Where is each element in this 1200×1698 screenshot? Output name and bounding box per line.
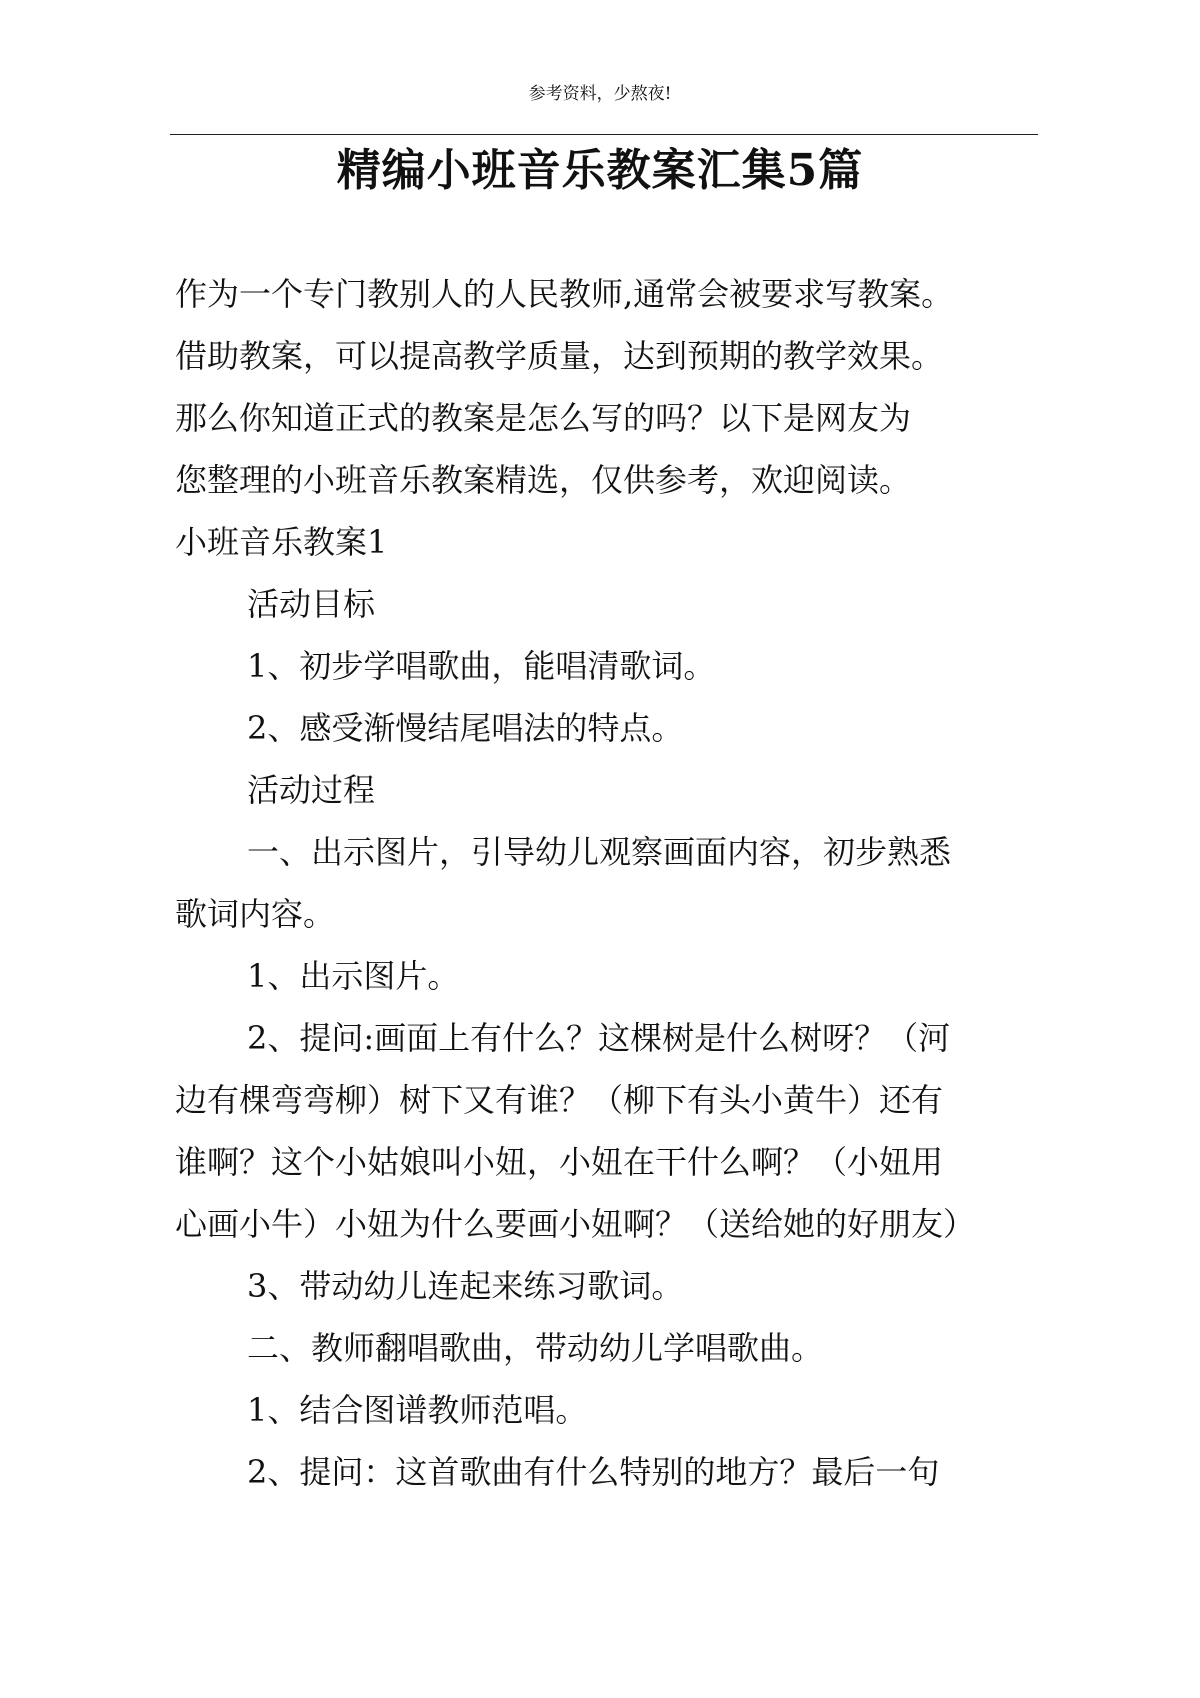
paragraph-line: 您整理的小班音乐教案精选，仅供参考，欢迎阅读。 <box>175 461 912 499</box>
paragraph-line: 小班音乐教案1 <box>175 523 388 561</box>
paragraph-line: 3、带动幼儿连起来练习歌词。 <box>247 1267 684 1305</box>
page-header-note: 参考资料，少熬夜! <box>528 84 672 104</box>
paragraph-line: 谁啊？这个小姑娘叫小妞，小妞在干什么啊？（小妞用 <box>175 1143 944 1181</box>
paragraph-line: 1、结合图谱教师范唱。 <box>247 1391 588 1429</box>
paragraph-line: 歌词内容。 <box>175 895 336 933</box>
paragraph-line: 活动目标 <box>247 585 376 623</box>
paragraph-line: 1、出示图片。 <box>247 957 460 995</box>
header-divider <box>170 134 1038 135</box>
paragraph-line: 二、教师翻唱歌曲，带动幼儿学唱歌曲。 <box>247 1329 824 1367</box>
paragraph-line: 2、提问：这首歌曲有什么特别的地方？最后一句 <box>247 1453 940 1491</box>
paragraph-line: 一、出示图片，引导幼儿观察画面内容，初步熟悉 <box>247 833 952 871</box>
document-body <box>175 263 1075 1503</box>
paragraph-line: 那么你知道正式的教案是怎么写的吗？以下是网友为 <box>175 399 912 437</box>
paragraph-line: 作为一个专门教别人的人民教师,通常会被要求写教案。 <box>175 275 954 313</box>
paragraph-line: 边有棵弯弯柳）树下又有谁？（柳下有头小黄牛）还有 <box>175 1081 944 1119</box>
paragraph-line: 1、初步学唱歌曲，能唱清歌词。 <box>247 647 716 685</box>
paragraph-line: 活动过程 <box>247 771 376 809</box>
paragraph-line: 2、提问:画面上有什么？这棵树是什么树呀？（河 <box>247 1019 951 1057</box>
paragraph-line: 借助教案，可以提高教学质量，达到预期的教学效果。 <box>175 337 944 375</box>
document-title: 精编小班音乐教案汇集5篇 <box>336 145 864 196</box>
paragraph-line: 心画小牛）小妞为什么要画小妞啊？（送给她的好朋友） <box>175 1205 976 1243</box>
paragraph-line: 2、感受渐慢结尾唱法的特点。 <box>247 709 684 747</box>
